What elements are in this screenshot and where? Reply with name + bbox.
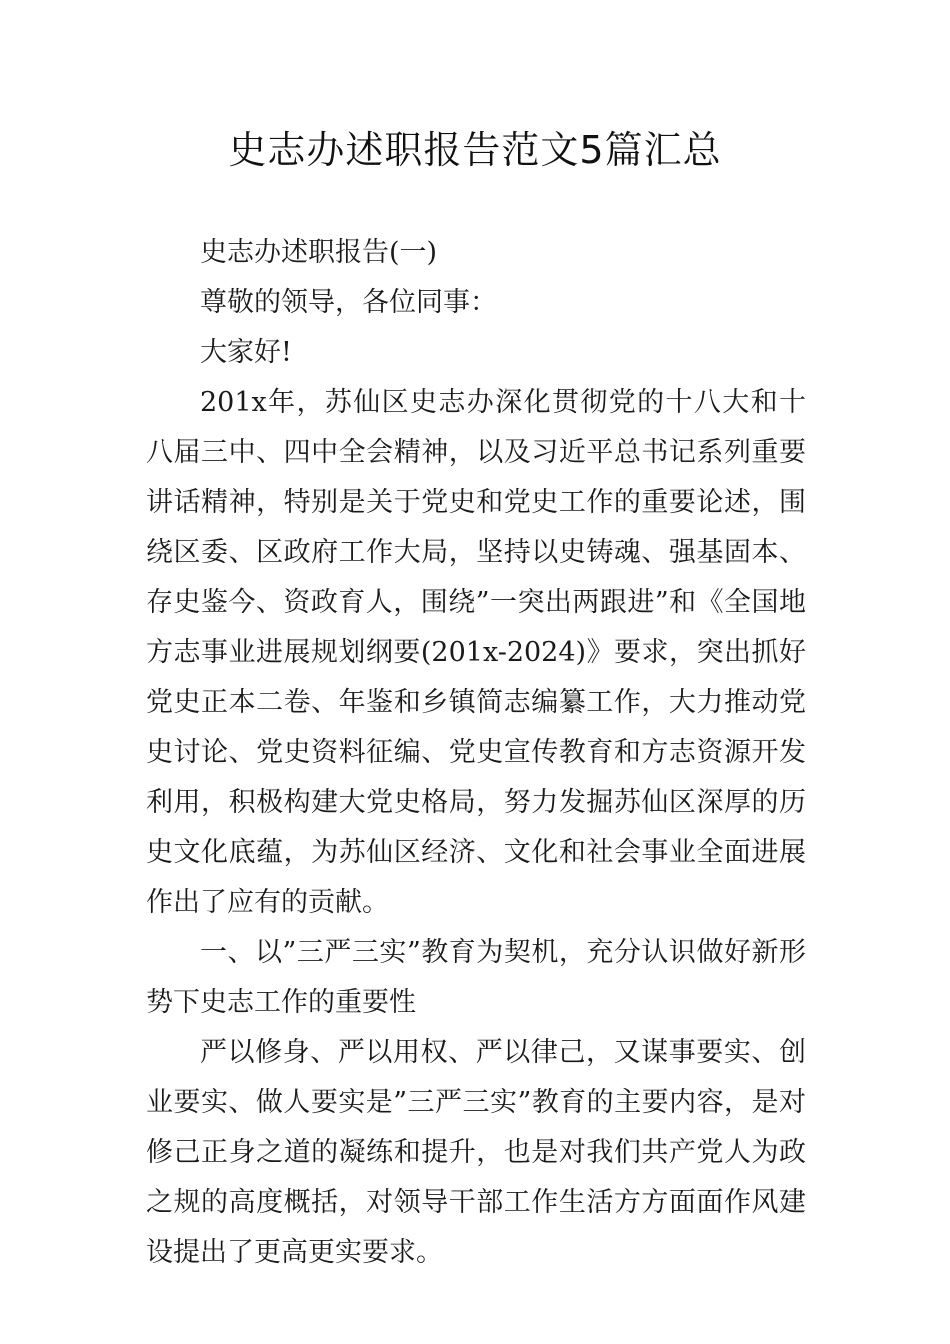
section-heading: 史志办述职报告(一): [200, 237, 438, 268]
body-paragraph: 201x年，苏仙区史志办深化贯彻党的十八大和十八届三中、四中全会精神，以及习近平总书记系列重要讲话精神，特别是关于党史和党史工作的重要论述，围绕区委、区政府工作大局，坚持以史铸魂、强基固本、存史鉴今、资政育人，围绕”一突出两跟进”和《全国地方志事业进展规划纲要(201x-2024)》要求，突出抓好党史正本二卷、年鉴和乡镇简志编纂工作，大力推动党史讨论、党史资料征编、党史宣传教育和方志资源开发利用，积极构建大党史格局，努力发掘苏仙区深厚的历史文化底蕴，为苏仙区经济、文化和社会事业全面进展作出了应有的贡献。: [146, 387, 806, 918]
greeting: 大家好!: [200, 337, 292, 368]
salutation: 尊敬的领导，各位同事：: [200, 287, 497, 318]
document-body: [146, 228, 806, 1278]
subsection-heading: 一、以”三严三实”教育为契机，充分认识做好新形势下史志工作的重要性: [146, 937, 806, 1018]
body-paragraph: 严以修身、严以用权、严以律己，又谋事要实、创业要实、做人要实是”三严三实”教育的主要内容，是对修己正身之道的凝练和提升，也是对我们共产党人为政之规的高度概括，对领导干部工作生活方方面面作风建设提出了更高更实要求。: [146, 1037, 806, 1268]
document-title: 史志办述职报告范文5篇汇总: [228, 128, 722, 172]
